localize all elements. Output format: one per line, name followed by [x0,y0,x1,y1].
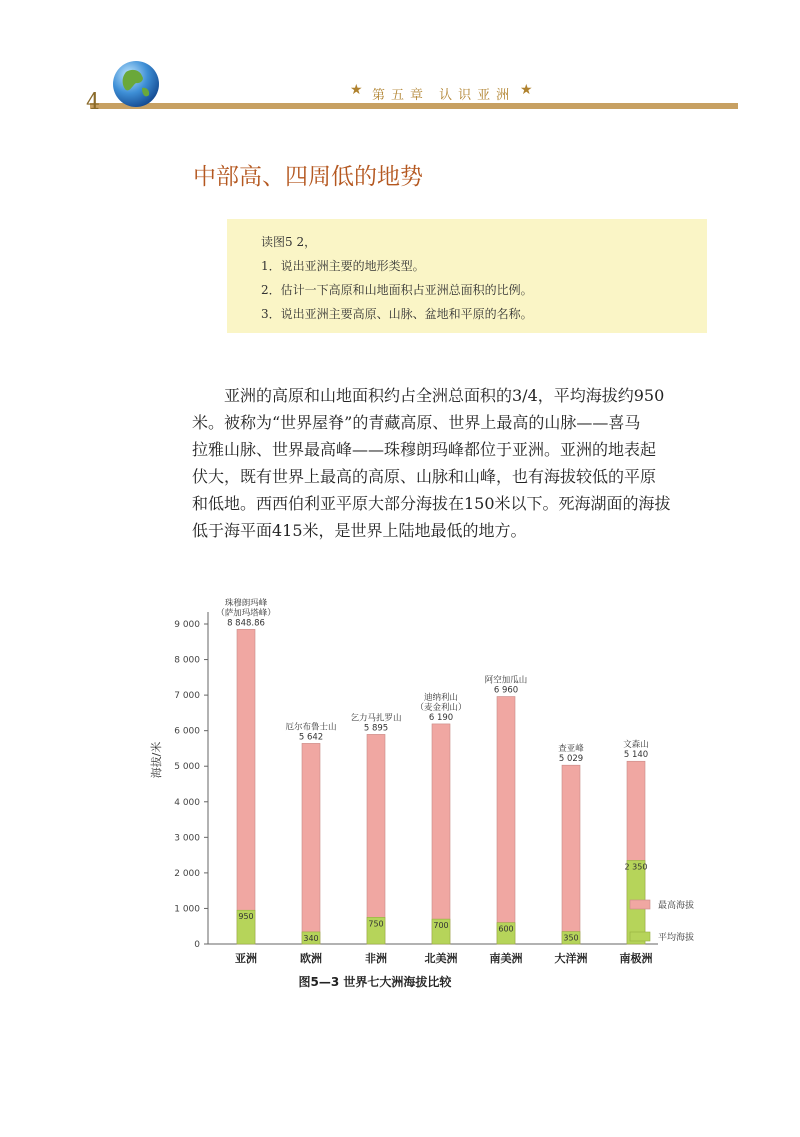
max-value-label: 6 960 [493,685,519,696]
avg-value-label: 950 [238,912,254,922]
y-tick-label: 8 000 [174,655,200,666]
bar-max-elevation [562,765,580,944]
max-value-label: 5 895 [363,723,389,734]
globe-icon [112,60,160,108]
y-axis-label: 海拔/米 [150,741,163,779]
peak-name-label: 迪纳利山 [423,692,459,703]
elevation-chart [140,580,740,1000]
header-bar [90,103,738,109]
y-tick-label: 1 000 [174,904,200,915]
avg-value-label: 750 [368,919,384,929]
paragraph-line: 拉雅山脉、世界最高峰——珠穆朗玛峰都位于亚洲。亚洲的地表起 [192,440,657,459]
paragraph-line: 亚洲的高原和山地面积约占全洲总面积的3/4，平均海拔约950 [224,386,665,405]
legend-label: 平均海拔 [658,933,695,943]
peak-name-label: 厄尔布鲁士山 [285,722,337,733]
question-line: 1．说出亚洲主要的地形类型。 [261,259,425,273]
peak-name-label: 乞力马扎罗山 [350,713,402,724]
y-tick-label: 0 [194,940,200,950]
max-value-label: 5 029 [558,754,584,765]
chapter-title: 第五章 认识亚洲 [372,88,516,103]
avg-value-label: 700 [433,921,449,931]
chapter-star-right: ★ [520,82,533,98]
avg-value-label: 340 [303,933,319,943]
y-tick-label: 4 000 [174,797,200,808]
max-value-label: 5 140 [623,750,649,761]
page-number: 4 [86,90,100,115]
paragraph-line: 米。被称为“世界屋脊”的青藏高原、世界上最高的山脉——喜马 [192,413,641,432]
avg-value-label: 2 350 [624,862,648,872]
paragraph-line: 伏大，既有世界上最高的高原、山脉和山峰，也有海拔较低的平原 [192,467,657,486]
legend-swatch-average [630,932,650,941]
question-box [227,219,707,333]
bar-max-elevation [497,697,515,944]
question-line: 2．估计一下高原和山地面积占亚洲总面积的比例。 [261,283,533,297]
legend-swatch-max [630,900,650,909]
category-label: 亚洲 [235,952,257,965]
bar-max-elevation [237,629,255,944]
max-value-label: 6 190 [428,712,454,723]
section-title: 中部高、四周低的地势 [193,164,423,190]
avg-value-label: 600 [498,924,514,934]
category-label: 大洋洲 [554,952,588,965]
legend-label: 最高海拔 [658,901,695,911]
peak-name-label: 阿空加瓜山 [484,675,528,686]
question-line: 读图5 2， [261,235,317,249]
body-paragraph [192,382,752,544]
y-tick-label: 9 000 [174,620,200,630]
category-label: 非洲 [365,952,387,965]
category-label: 南极洲 [619,952,653,965]
y-tick-label: 6 000 [174,726,200,737]
y-tick-label: 7 000 [174,691,200,702]
bar-max-elevation [302,743,320,944]
peak-name-label: 文森山 [623,740,649,751]
max-value-label: 5 642 [298,732,324,743]
avg-value-label: 350 [563,933,579,943]
peak-name-label: 珠穆朗玛峰 [224,598,268,609]
chart-title: 图5—3 世界七大洲海拔比较 [298,975,452,989]
category-label: 欧洲 [300,952,322,965]
chapter-star-left: ★ [350,82,363,98]
y-tick-label: 5 000 [174,762,200,773]
y-tick-label: 3 000 [174,833,200,844]
paragraph-line: 低于海平面415米，是世界上陆地最低的地方。 [192,521,527,540]
bar-max-elevation [367,734,385,944]
max-value-label: 8 848.86 [227,618,265,629]
category-label: 南美洲 [489,952,523,965]
peak-name-label: （麦金利山） [415,702,467,713]
y-tick-label: 2 000 [174,868,200,879]
peak-name-label: （萨加玛塔峰） [216,608,276,619]
question-line: 3．说出亚洲主要高原、山脉、盆地和平原的名称。 [261,307,533,321]
bar-max-elevation [432,724,450,944]
paragraph-line: 和低地。西西伯利亚平原大部分海拔在150米以下。死海湖面的海拔 [192,494,671,513]
category-label: 北美洲 [424,952,458,965]
peak-name-label: 查亚峰 [558,744,584,755]
